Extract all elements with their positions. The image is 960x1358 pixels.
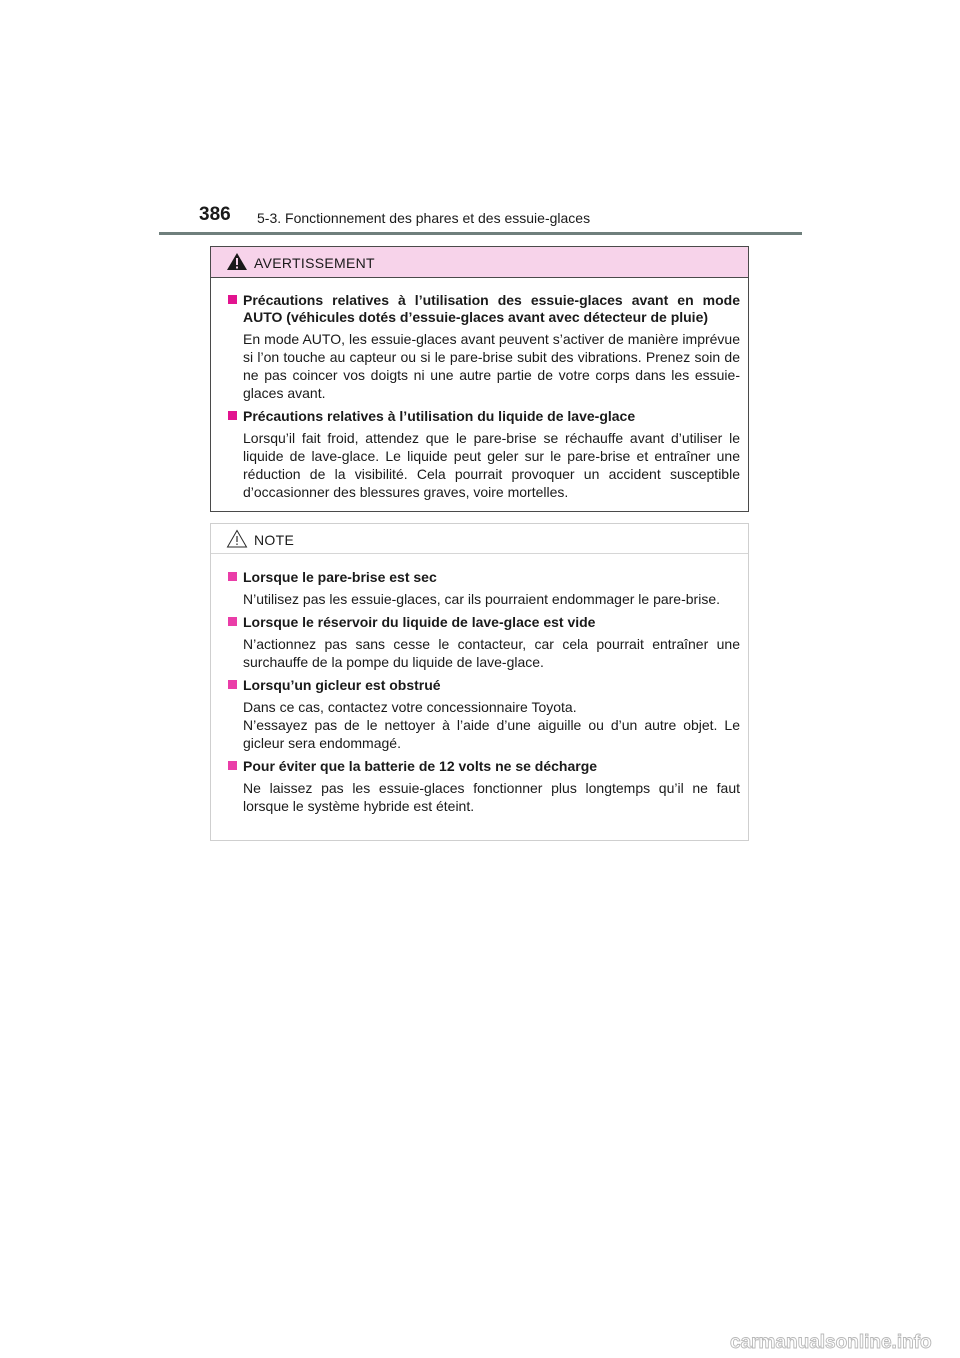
page-number: 386 [199, 204, 231, 225]
warning-label: AVERTISSEMENT [254, 255, 375, 271]
page-header [199, 202, 802, 238]
warning-item [228, 408, 740, 501]
note-header [211, 524, 748, 554]
watermark-logo [728, 1325, 950, 1355]
warning-triangle-icon [226, 252, 248, 271]
header-rule [159, 232, 802, 235]
note-item-title: Lorsque le réservoir du liquide de lave-glace est vide [228, 614, 740, 631]
note-item-paragraph: Ne laissez pas les essuie-glaces fonctionner plus longtemps qu’il ne faut lorsque le système hybride est éteint. [243, 780, 740, 814]
note-item-paragraph: N’essayez pas de le nettoyer à l’aide d’une aiguille ou d’un autre objet. Le gicleur sera endommagé. [243, 717, 740, 751]
warning-item-title: Précautions relatives à l’utilisation du liquide de lave-glace [228, 408, 740, 425]
note-item-paragraph: Dans ce cas, contactez votre concessionnaire Toyota. [243, 699, 577, 715]
note-item-text [228, 698, 740, 752]
watermark-text: carmanualsonline.info [730, 1332, 932, 1353]
note-item [228, 614, 740, 671]
note-item [228, 677, 740, 752]
warning-item-paragraph: En mode AUTO, les essuie-glaces avant peuvent s’activer de manière imprévue si l’on touche au capteur ou si le pare-brise subit des vibrations. Prenez soin de ne pas coincer vos doigts ni une autre partie de votre corps dans les essuie-glaces avant. [243, 331, 740, 401]
caution-triangle-outline-icon [226, 529, 248, 548]
note-item-text [228, 779, 740, 815]
note-item-title: Lorsqu’un gicleur est obstrué [228, 677, 740, 694]
warning-item-paragraph: Lorsqu’il fait froid, attendez que le pare-brise se réchauffe avant d’utiliser le liquide de lave-glace. Le liquide peut geler sur le pare-brise et entraîner une réduction de la visibilité. Cela pourrait provoquer un accident susceptible d’occasionner des blessures graves, voire mortelles. [243, 430, 740, 500]
note-item-paragraph: N’utilisez pas les essuie-glaces, car ils pourraient endommager le pare-brise. [243, 591, 720, 607]
warning-item [228, 292, 740, 402]
section-title: 5-3. Fonctionnement des phares et des essuie-glaces [257, 210, 591, 226]
warning-box [210, 246, 749, 512]
note-item-text [228, 590, 740, 608]
note-box [210, 523, 749, 841]
note-item-paragraph: N’actionnez pas sans cesse le contacteur, car cela pourrait entraîner une surchauffe de la pompe du liquide de lave-glace. [243, 636, 740, 670]
note-body [211, 554, 748, 815]
warning-item-title: Précautions relatives à l’utilisation des essuie-glaces avant en mode AUTO (véhicules dotés d’essuie-glaces avant avec détecteur de pluie) [228, 292, 740, 326]
note-item-text [228, 635, 740, 671]
note-label: NOTE [254, 532, 295, 548]
note-item [228, 758, 740, 815]
note-item-title: Lorsque le pare-brise est sec [228, 569, 740, 586]
warning-item-text [228, 330, 740, 402]
note-item [228, 569, 740, 608]
note-item-title: Pour éviter que la batterie de 12 volts ne se décharge [228, 758, 740, 775]
warning-item-text [228, 429, 740, 501]
warning-header [211, 247, 748, 278]
warning-body [211, 278, 748, 501]
